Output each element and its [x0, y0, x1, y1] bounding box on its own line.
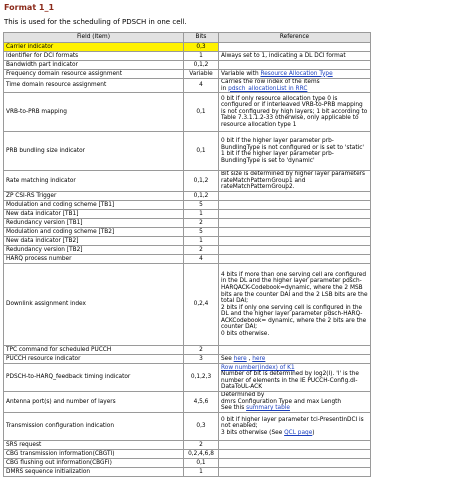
- dci-field-table: [3, 32, 371, 477]
- table-row: [4, 237, 371, 246]
- bits-cell: Variable: [184, 70, 219, 79]
- reference-cell: [219, 201, 371, 210]
- table-row: [4, 43, 371, 52]
- table-row: [4, 468, 371, 477]
- field-cell: Modulation and coding scheme [TB2]: [4, 228, 184, 237]
- reference-link[interactable]: pdsch_allocationList in RRC: [228, 85, 308, 92]
- field-cell: PUCCH resource indicator: [4, 355, 184, 364]
- bits-cell: 4,5,6: [184, 392, 219, 413]
- reference-cell: [219, 255, 371, 264]
- table-row: [4, 364, 371, 392]
- reference-text: ,: [246, 355, 253, 362]
- reference-cell: [219, 355, 371, 364]
- field-cell: ZP CSI-RS Trigger: [4, 192, 184, 201]
- table-row: [4, 441, 371, 450]
- field-cell: Bandwidth part indicator: [4, 61, 184, 70]
- table-row: [4, 70, 371, 79]
- table-body: [4, 43, 371, 477]
- reference-text: 1 bit if the higher layer parameter prb-BundlingType is set to 'dynamic': [221, 151, 334, 164]
- reference-cell: [219, 52, 371, 61]
- format-description: This is used for the scheduling of PDSCH in one cell.: [4, 18, 187, 26]
- field-cell: Identifier for DCI formats: [4, 52, 184, 61]
- reference-cell: [219, 132, 371, 171]
- table-row: [4, 264, 371, 346]
- reference-text: Number of bit is determined by log2(I). 'I' is the number of elements in the IE PUCCH-Config.dl-DataToUL-ACK: [221, 371, 359, 391]
- reference-text: 0 bit if only resource allocation type 0 is configured or if interleaved VRB-to-PRB mapping is not configured by high layers; 1 bit according to Table 7.3.1.1.2-33 otherwise, only applicable to resource allocation type 1: [221, 95, 368, 129]
- field-cell: Modulation and coding scheme [TB1]: [4, 201, 184, 210]
- reference-cell: [219, 441, 371, 450]
- table-row: [4, 459, 371, 468]
- reference-cell: [219, 192, 371, 201]
- reference-text: in: [221, 85, 229, 92]
- bits-cell: 2: [184, 346, 219, 355]
- reference-text: Variable with: [221, 70, 261, 77]
- reference-link[interactable]: here: [233, 355, 247, 362]
- bits-cell: 0,1: [184, 459, 219, 468]
- reference-cell: [219, 246, 371, 255]
- reference-text: 0 bit if higher layer parameter tci-PresentInDCI is not enabled;: [221, 416, 364, 430]
- reference-text: Bit size is determined by higher layer parameters rateMatchPatternGroup1 and rateMatchPatternGroup2.: [221, 171, 366, 191]
- reference-cell: [219, 459, 371, 468]
- field-cell: CBG flushing out information(CBGFI): [4, 459, 184, 468]
- reference-link[interactable]: summary table: [246, 405, 290, 412]
- field-cell: HARQ process number: [4, 255, 184, 264]
- reference-link[interactable]: here: [252, 355, 266, 362]
- field-cell: Redundancy version [TB2]: [4, 246, 184, 255]
- reference-text: 3 bits otherwise (See: [221, 429, 285, 436]
- table-row: [4, 228, 371, 237]
- reference-text: Carries the row index of the items: [221, 79, 320, 85]
- reference-cell: [219, 264, 371, 346]
- field-cell: Redundancy version [TB1]: [4, 219, 184, 228]
- table-row: [4, 355, 371, 364]
- header-field: Field (Item): [4, 33, 184, 43]
- bits-cell: 5: [184, 201, 219, 210]
- bits-cell: 0,2,4: [184, 264, 219, 346]
- reference-cell: [219, 346, 371, 355]
- table-row: [4, 413, 371, 441]
- reference-link[interactable]: Row number(index) of K1: [221, 364, 295, 371]
- table-header-row: [4, 33, 371, 43]
- reference-text: 2 bits if only one serving cell is configured in the DL and the higher layer parameter pdsch-HARQ-ACKCodebook= dynamic, where the 2 bits are the counter DAI;: [221, 304, 367, 331]
- bits-cell: 0,1,2,3: [184, 364, 219, 392]
- reference-cell: [219, 210, 371, 219]
- field-cell: Time domain resource assignment: [4, 79, 184, 93]
- reference-cell: [219, 61, 371, 70]
- reference-link[interactable]: QCL page: [284, 429, 313, 436]
- field-cell: PRB bundling size indicator: [4, 132, 184, 171]
- bits-cell: 0,1: [184, 132, 219, 171]
- field-cell: PDSCH-to-HARQ_feedback timing indicator: [4, 364, 184, 392]
- field-cell: SRS request: [4, 441, 184, 450]
- header-bits: Bits: [184, 33, 219, 43]
- field-cell: Downlink assignment index: [4, 264, 184, 346]
- table-row: [4, 192, 371, 201]
- reference-cell: [219, 364, 371, 392]
- reference-cell: [219, 79, 371, 93]
- table-row: [4, 392, 371, 413]
- table-row: [4, 52, 371, 61]
- format-title: Format 1_1: [4, 3, 55, 12]
- reference-cell: [219, 392, 371, 413]
- bits-cell: 0,1,2: [184, 171, 219, 192]
- table-row: [4, 61, 371, 70]
- bits-cell: 4: [184, 79, 219, 93]
- reference-cell: [219, 93, 371, 132]
- bits-cell: 2: [184, 441, 219, 450]
- reference-cell: [219, 43, 371, 52]
- bits-cell: 1: [184, 468, 219, 477]
- table-row: [4, 201, 371, 210]
- field-cell: Frequency domain resource assignment: [4, 70, 184, 79]
- table-row: [4, 93, 371, 132]
- reference-cell: [219, 70, 371, 79]
- table-row: [4, 255, 371, 264]
- table-row: [4, 346, 371, 355]
- table-row: [4, 171, 371, 192]
- reference-cell: [219, 237, 371, 246]
- field-cell: Carrier indicator: [4, 43, 184, 52]
- reference-text: See: [221, 355, 234, 362]
- field-cell: Rate matching indicator: [4, 171, 184, 192]
- reference-text: Always set to 1, indicating a DL DCI format: [221, 52, 346, 59]
- bits-cell: 1: [184, 52, 219, 61]
- table-row: [4, 210, 371, 219]
- field-cell: Transmission configuration indication: [4, 413, 184, 441]
- table-row: [4, 219, 371, 228]
- reference-text: dmrs Configuration Type and max Length: [221, 398, 342, 405]
- field-cell: New data indicator [TB2]: [4, 237, 184, 246]
- reference-text: Determined by: [221, 392, 265, 399]
- reference-cell: [219, 468, 371, 477]
- bits-cell: 0,1,2: [184, 192, 219, 201]
- bits-cell: 0,2,4,6,8: [184, 450, 219, 459]
- reference-text: ): [312, 429, 315, 436]
- field-cell: TPC command for scheduled PUCCH: [4, 346, 184, 355]
- bits-cell: 0,1,2: [184, 61, 219, 70]
- table-row: [4, 246, 371, 255]
- bits-cell: 5: [184, 228, 219, 237]
- bits-cell: 0,3: [184, 413, 219, 441]
- reference-cell: [219, 219, 371, 228]
- table-row: [4, 450, 371, 459]
- bits-cell: 1: [184, 237, 219, 246]
- bits-cell: 0,3: [184, 43, 219, 52]
- table-row: [4, 79, 371, 93]
- reference-cell: [219, 450, 371, 459]
- field-cell: Antenna port(s) and number of layers: [4, 392, 184, 413]
- reference-cell: [219, 171, 371, 192]
- field-cell: New data indicator [TB1]: [4, 210, 184, 219]
- reference-text: See this: [221, 405, 247, 412]
- field-cell: VRB-to-PRB mapping: [4, 93, 184, 132]
- reference-text: 4 bits if more than one serving cell are configured in the DL and the higher layer parameter pdsch-HARQACK-Codebook=dynamic, where the 2 MSB bits are the counter DAI and the 2 LSB bits are the total DAI;: [221, 271, 368, 305]
- bits-cell: 3: [184, 355, 219, 364]
- reference-cell: [219, 228, 371, 237]
- table-row: [4, 132, 371, 171]
- field-cell: DMRS sequence initialization: [4, 468, 184, 477]
- bits-cell: 4: [184, 255, 219, 264]
- bits-cell: 2: [184, 219, 219, 228]
- field-cell: CBG transmission information(CBGTI): [4, 450, 184, 459]
- reference-link[interactable]: Resource Allocation Type: [260, 70, 333, 77]
- reference-text: 0 bits otherwise.: [221, 331, 270, 338]
- bits-cell: 0,1: [184, 93, 219, 132]
- bits-cell: 2: [184, 246, 219, 255]
- bits-cell: 1: [184, 210, 219, 219]
- reference-cell: [219, 413, 371, 441]
- reference-text: 0 bit if the higher layer parameter prb-BundlingType is not configured or is set to 'static': [221, 138, 365, 151]
- header-reference: Reference: [219, 33, 371, 43]
